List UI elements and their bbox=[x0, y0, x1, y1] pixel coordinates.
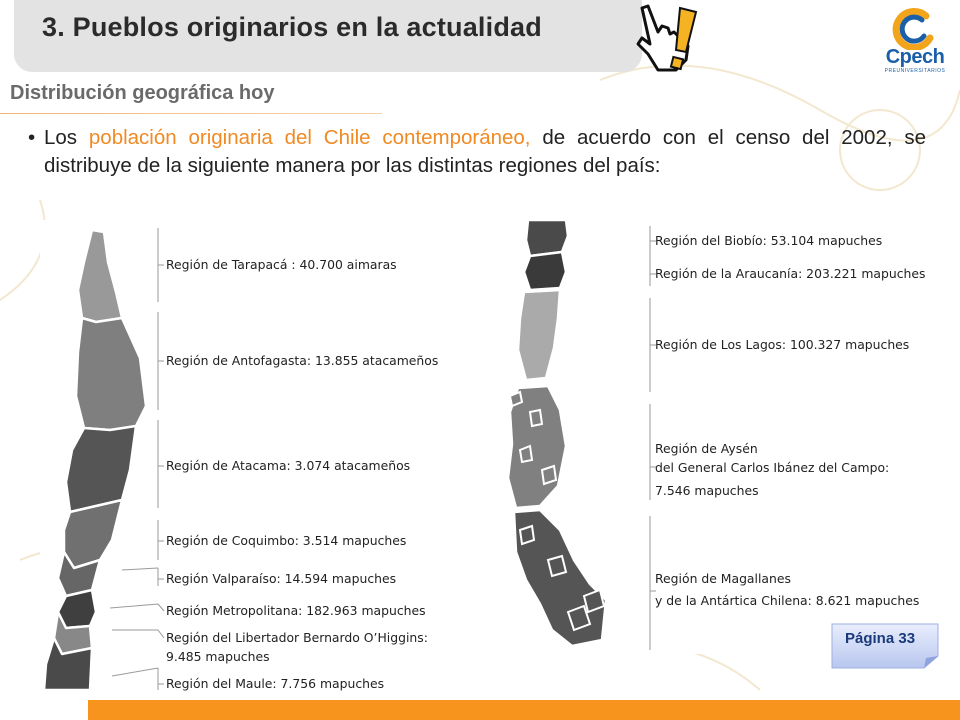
region-biobio-shape bbox=[526, 220, 568, 256]
logo-subtext: PREUNIVERSITARIOS bbox=[884, 68, 946, 74]
label-loslagos: Región de Los Lagos: 100.327 mapuches bbox=[655, 337, 910, 352]
paragraph-text-end: de acuerdo con el censo del 2002, se distribuye de la siguiente manera por las distintas regiones del país: bbox=[44, 126, 927, 177]
paragraph-text-start: Los bbox=[44, 126, 89, 149]
label-maule: Región del Maule: 7.756 mapuches bbox=[166, 676, 385, 691]
region-araucania-shape bbox=[524, 252, 566, 290]
label-atacama: Región de Atacama: 3.074 atacameños bbox=[166, 458, 411, 473]
label-valparaiso: Región Valparaíso: 14.594 mapuches bbox=[166, 571, 397, 586]
label-aysen-line1: Región de Aysén bbox=[655, 441, 758, 456]
page-number: Página 33 bbox=[845, 630, 916, 647]
label-ohiggins-line2: 9.485 mapuches bbox=[166, 649, 270, 664]
label-magallanes-line2: y de la Antártica Chilena: 8.621 mapuches bbox=[655, 593, 920, 608]
label-ohiggins-line1: Región del Libertador Bernardo O’Higgins: bbox=[166, 630, 428, 645]
label-antofagasta: Región de Antofagasta: 13.855 atacameños bbox=[166, 353, 439, 368]
label-araucania: Región de la Araucanía: 203.221 mapuches bbox=[655, 266, 926, 281]
bottom-accent-bar bbox=[88, 700, 960, 720]
bullet-mark: • bbox=[28, 126, 36, 149]
section-subtitle: Distribución geográfica hoy bbox=[10, 82, 275, 104]
label-biobio: Región del Biobío: 53.104 mapuches bbox=[655, 233, 883, 248]
label-tarapaca: Región de Tarapacá : 40.700 aimaras bbox=[166, 257, 397, 272]
paragraph-highlight: población originaria del Chile contemporáneo, bbox=[88, 126, 531, 149]
label-aysen-line2: del General Carlos Ibánez del Campo: bbox=[655, 460, 890, 475]
label-magallanes-line1: Región de Magallanes bbox=[655, 571, 791, 586]
label-aysen-line3: 7.546 mapuches bbox=[655, 483, 759, 498]
logo-wordmark: Cpech bbox=[885, 46, 945, 68]
page-title: 3. Pueblos originarios en la actualidad bbox=[42, 12, 542, 42]
label-coquimbo: Región de Coquimbo: 3.514 mapuches bbox=[166, 533, 407, 548]
label-metropolitana: Región Metropolitana: 182.963 mapuches bbox=[166, 603, 426, 618]
